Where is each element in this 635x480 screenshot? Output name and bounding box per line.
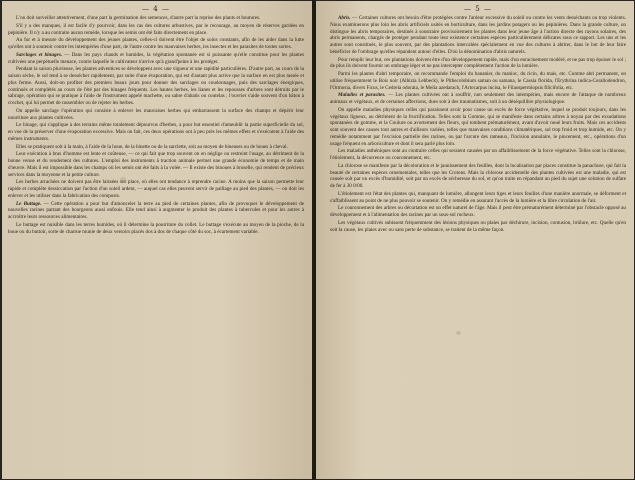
paragraph <box>330 71 626 91</box>
section-heading: Sarclages et binages. <box>16 51 63 58</box>
paragraph <box>8 222 304 236</box>
paragraph <box>8 52 304 66</box>
paragraph-text: L'étiolement est l'état des plantes qui, manquant de lumière, allongent leurs tiges et leurs feuilles d'une manière anormale, se déforment et s'affaiblissent au point de ne plus pouvoir se soutenir. On y remédie en assurant l'accès de la lumière et la libre circulation de l'air. <box>330 190 626 204</box>
section-heading: Abris. <box>338 15 351 21</box>
paragraph-text: Le buttage est nuisible dans les terres humides, où il détermine la pourriture du collet. Le buttage s'exécute au moyen de la pioche, de la houe ou du buttoir, sorte de charrue munie de deux versoirs placés dos à dos de chaque côté du soc, à écartement variable. <box>8 221 304 235</box>
gutter <box>312 0 316 480</box>
stain <box>456 331 461 335</box>
paragraph <box>330 148 626 162</box>
paragraph <box>8 122 304 142</box>
right-page-body <box>330 15 626 233</box>
paragraph-text: Pour remplir leur but, ces plantations doivent être d'un développement rapide, mais d'un enracinement modéré, et ne pas trop épuiser le sol ; de plus ils doivent fournir un ombrage léger et ne pas intercepter complètement l'action de la lumière. <box>330 56 626 70</box>
paragraph <box>330 107 626 148</box>
paragraph <box>8 108 304 122</box>
right-page <box>316 1 634 479</box>
paragraph <box>8 37 304 51</box>
paragraph-text: Les herbes arrachées ne doivent pas être laissées sur place, où elles ont tendance à reprendre racine. A moins que la saison permette leur rapide et complète dessiccation par l'action d'un soleil ardent, — auquel cas elles peuvent servir de paillage au pied des plantes, — on doit les enlever et les utiliser dans la fabrication des composts. <box>8 179 304 199</box>
paragraph <box>8 201 304 221</box>
paragraph <box>330 15 626 56</box>
paragraph <box>8 151 304 178</box>
paragraph-text: Au fur et à mesure du développement des jeunes plantes, celles-ci doivent être l'objet de soins constants, afin de les aider dans la lutte qu'elles ont à soutenir contre les intempéries d'une part, de l'autre contre les mauvaises herbes, les insectes et les parasites de toutes sortes. <box>8 37 304 50</box>
page-number: — 4 — <box>142 5 170 13</box>
paragraph <box>330 57 626 71</box>
paragraph-text: — Cette opération a pour but d'amonceler la terre au pied de certaines plantes, afin de provoquer le développement de nouvelles racines partant des bourgeons aussi enfouis. Elle tend ainsi à augmenter le produit des plantes à tubercules et pour les autres à accroître leurs ressources alimentaires. <box>8 200 304 220</box>
paragraph <box>8 66 304 107</box>
paragraph-text: Les végétaux cultivés subissent fréquemment des lésions physiques ou plaies par déchirure, incision, contusion, brûlure, etc. Quelle qu'en soit la cause, les plaies avec ou sans perte de substance, se traitent de la même façon. <box>330 219 626 233</box>
paragraph-text: — Dans les pays chauds et humides, la végétation spontanée est si puissante qu'elle constitue pour les plantes cultivées une perpétuelle menace, contre laquelle le cultivateur n'arrive qu'à grand'peine à les protéger. <box>8 51 304 65</box>
paragraph-text: Le binage, qui s'applique à des terrains même totalement dépourvus d'herbes, a pour but essentiel d'ameublir la partie superficielle du sol, en vue de la préserver d'une évaporation excessive. Mais on fait, ces deux opérations ont à peu près les mêmes effets et s'exécutent à l'aide des mêmes instruments. <box>8 122 304 142</box>
stain <box>120 177 126 182</box>
paragraph-text: — Certaines cultures ont besoin d'être protégées contre l'ardeur excessive du soleil ou contre les vents desséchants ou trop violents. Nous examinerons plus loin les abris artificiels usités en horticulture, dans les jardins potagers ou les pépinières. Dans la grande culture, on distingue les abris temporaires, destinés à soustraire provisoirement les plantes dans leur jeune âge à l'action directe des rayons solaires, des abris permanents, chargés de protéger pendant toute leur existence certaines espèces particulièrement délicates sous ce rapport. Les uns et les autres sont constitués, le plus souvent, par des plantations intercalées spécialement en vue des cultures à abriter, dans le but de leur faire bénéficier de l'ombrage qu'elles répandent autour d'elles. D'où la dénomination d'abris naturels. <box>330 15 626 55</box>
paragraph <box>8 15 304 22</box>
paragraph <box>8 144 304 151</box>
paragraph-text: Pendant la saison pluvieuse, les plantes adventices se développent avec une vigueur et une rapidité particulières. D'autre part, au cours de la saison sèche, le sol tend à se dessécher rapidement, par suite d'une évaporation, qui est d'autant plus active que la surface en est plus tassée et plus ferme. Aussi, doit-on profiter des premiers beaux jours pour donner des sarclages ou coudonnages, puis des sarclages énergiques, continués et complétés au cours de l'été par des binages fréquents. Les hautes herbes, les lianes et les repousses d'arbres sont détruits par le sabrage, opération qui se pratique à l'aide de l'instrument appelé machette, ou sabre d'abatis ou coutelas ; l'ouvrier s'aide souvent d'un bâton à crochet, qui lui permet de rassembler ou de rejeter les herbes. <box>8 66 304 106</box>
paragraph <box>330 163 626 190</box>
paragraph-text: L'on doit surveiller attentivement, d'une part la germination des semences, d'autre part la reprise des plants et boutures. <box>16 15 261 21</box>
paragraph-text: La chlorose se manifeste par la décoloration et le jaunissement des feuilles, dont la localisation par places constitue la panachure, qui fait la beauté de certaines espèces ornementales, telles que les Crotons. Mais la chlorose accidentelle des plantes cultivées est une maladie, qui est causée soit par un excès d'humidité, soit par un excès de sécheresse du sol, et qu'on traite en répandant au pied du sujet une solution de sulfate de fer à 30 0/00. <box>330 162 626 189</box>
paragraph-text: S'il y a des manques, il est facile d'y pourvoir, dans les cas des cultures arbustives, par le recourage, au moyen de réserves gardées en pépinière. Il n'y a au contraire aucun remède, lorsque les semis ont été faits directement en place. <box>8 22 304 36</box>
paragraph-text: Les maladies asthéniques sont au contraire celles qui seraient causées par un affaiblissement de la force végétative. Telles sont la chlorose, l'étiolement, la décurrence ou couronnement, etc. <box>330 148 626 161</box>
page-number: — 5 — <box>464 5 492 13</box>
paragraph-text: On appelle maladies physiques celles qui paraissent avoir pour cause un excès de force végétative, lequel se produit toujours, dans les végétaux ligneux, au détriment de la fructification. Telles sont la Gomme, qui se manifeste dans certains arbres à noyau par des exsudations spontanées de gomme, et la Coulure ou avortement des fleurs, qui tombent prématurément, avant d'avoir noué leurs fruits. Mais ces accidents sont souvent des causes tout autres et d'ailleurs variées, telles que mauvaises conditions climatériques, sol trop froid et trop humide, etc. On y remédie notamment par l'excision partielle des racines, ou par l'arcure des rameaux, l'incision annulaire, le pincement, etc., opérations d'un usage fréquent en arboriculture et dont il sera parlé plus loin. <box>330 106 626 147</box>
section-heading: Maladies et parasites. <box>338 92 386 99</box>
paragraph-text: Leur exécution à bras d'homme est lente et coûteuse, — ce qui fait que trop souvent on en néglige ou restreint l'usage, au détriment de la bonne venue et du rendement des cultures. L'emploi des instruments à traction animale permet une grande économie de temps et de main d'œuvre. Mais il est impossible dans les champs où les semis ont été faits à la volée. — Il existe des binoues à broselle, qui rendent de précieux services dans la moyenne et la petite culture. <box>8 151 304 178</box>
paragraph <box>330 205 626 219</box>
paragraph-text: Elles se pratiquent soit à la main, à l'aide de la houe, de la binette ou de la sarclette, soit au moyen de bineuses ou de houes à cheval. <box>16 143 288 150</box>
paragraph-text: Parmi les plantes d'abri temporaire, on recommande l'emploi du bananier, du manioc, du ricin, du mais, etc. Comme abri permanent, on utilise fréquemment le Bois noir (Albizia Lebbeck), le Pithecolobium saman ou samana, le Cassia florida, l'Erythrina indica-Corallodendron, l'Ormosia, divers Ficus, le Cedrela odorata, le Melia azedarach, l'Artocarpus incisa, le Filaospermiopsis filicifolia, etc. <box>330 71 626 91</box>
left-page-body <box>8 15 304 235</box>
paragraph <box>8 23 304 37</box>
section-heading: Le Buttage. <box>16 200 42 207</box>
paragraph <box>330 191 626 205</box>
paragraph-text: — Les plantes cultivées ont à souffrir, non seulement des intempéries, mais encore de l'attaque de nombreux animaux et végétaux, et de certaines affections, dues soit à des traumatismes, soit à un déséquilibre physiologique. <box>330 92 626 105</box>
paragraph <box>330 220 626 234</box>
paragraph <box>8 179 304 199</box>
paragraph-text: Le couronnement des arbres ou décurtation est un effet naturel de l'âge. Mais il peut être prématurément déterminé par l'obstacle opposé au développement et à l'alimentation des racines par un sous-sol rocheux. <box>330 205 626 218</box>
paragraph-text: On appelle sarclage l'opération qui consiste à enlever les mauvaises herbes qui embarrassent la surface des champs et dépérir leur nourriture aux plantes cultivées. <box>8 107 304 121</box>
left-page <box>2 1 312 479</box>
paragraph <box>330 92 626 106</box>
